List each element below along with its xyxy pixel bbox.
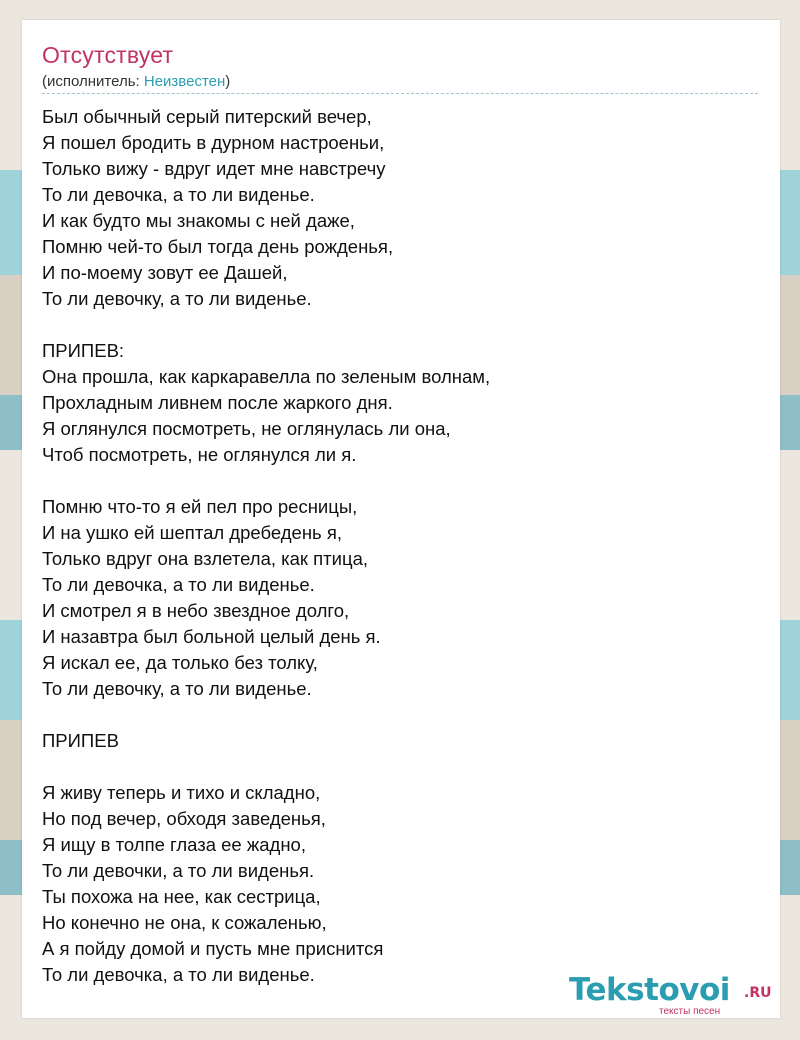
- lyric-line: Я искал ее, да только без толку,: [42, 652, 318, 673]
- lyric-line: [42, 468, 742, 494]
- lyric-line: И смотрел я в небо звездное долго,: [42, 600, 350, 621]
- lyric-line: Она прошла, как каркаравелла по зеленым волнам,: [42, 366, 491, 387]
- lyric-line: И по-моему зовут ее Дашей,: [42, 262, 288, 283]
- logo-domain: .RU: [744, 985, 772, 1001]
- lyric-line: Прохладным ливнем после жаркого дня.: [42, 392, 393, 413]
- lyric-line: То ли девочка, а то ли виденье.: [42, 574, 315, 595]
- lyric-line: И назавтра был больной целый день я.: [42, 626, 381, 647]
- lyric-line: То ли девочку, а то ли виденье.: [42, 678, 312, 699]
- title-divider: [42, 93, 758, 94]
- lyric-line: Я живу теперь и тихо и складно,: [42, 782, 321, 803]
- lyric-line: Был обычный серый питерский вечер,: [42, 106, 372, 127]
- lyric-line: Ты похожа на нее, как сестрица,: [42, 886, 321, 907]
- logo-wordmark: Tekstovoi: [569, 972, 730, 1008]
- lyric-line: И как будто мы знакомы с ней даже,: [42, 210, 355, 231]
- artist-link[interactable]: Неизвестен: [143, 73, 226, 90]
- lyric-line: [42, 312, 742, 338]
- lyric-line: То ли девочка, а то ли виденье.: [42, 964, 315, 985]
- lyric-line: И на ушко ей шептал дребедень я,: [42, 522, 342, 543]
- lyric-line: Помню чей-то был тогда день рожденья,: [42, 236, 394, 257]
- lyric-line: [42, 702, 742, 728]
- lyric-line: Только вижу - вдруг идет мне навстречу: [42, 158, 386, 179]
- lyric-line: Помню что-то я ей пел про ресницы,: [42, 496, 358, 517]
- lyric-line: Но под вечер, обходя заведенья,: [42, 808, 326, 829]
- lyrics-card: [22, 20, 780, 1018]
- lyric-line: Я пошел бродить в дурном настроеньи,: [42, 132, 385, 153]
- artist-prefix: (исполнитель:: [42, 73, 144, 90]
- lyric-line: Но конечно не она, к сожаленью,: [42, 912, 327, 933]
- lyric-line: [42, 754, 742, 780]
- lyric-line: ПРИПЕВ:: [42, 340, 125, 361]
- lyric-line: То ли девочки, а то ли виденья.: [42, 860, 315, 881]
- song-title: Отсутствует: [42, 42, 174, 68]
- lyric-line: То ли девочка, а то ли виденье.: [42, 184, 315, 205]
- lyric-line: Чтоб посмотреть, не оглянулся ли я.: [42, 444, 357, 465]
- lyric-line: ПРИПЕВ: [42, 730, 119, 751]
- lyric-line: Только вдруг она взлетела, как птица,: [42, 548, 369, 569]
- lyric-line: Я оглянулся посмотреть, не оглянулась ли она,: [42, 418, 451, 439]
- lyrics-text: [42, 104, 742, 988]
- lyric-line: А я пойду домой и пусть мне приснится: [42, 938, 384, 959]
- artist-line: [42, 73, 230, 90]
- artist-suffix: ): [225, 73, 231, 90]
- lyric-line: Я ищу в толпе глаза ее жадно,: [42, 834, 306, 855]
- logo-subtitle: тексты песен: [659, 1006, 721, 1017]
- lyric-line: То ли девочку, а то ли виденье.: [42, 288, 312, 309]
- site-logo[interactable]: [569, 972, 779, 1018]
